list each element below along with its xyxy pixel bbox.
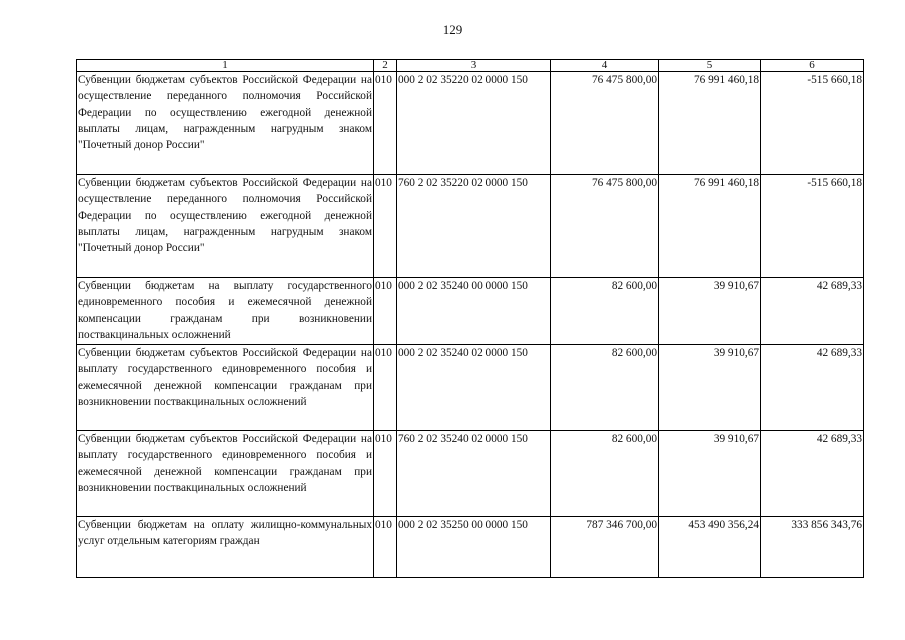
- table-row: [77, 517, 864, 578]
- table-row: [77, 278, 864, 345]
- line-code-cell: 010: [374, 72, 397, 175]
- executed-amount-cell: 39 910,67: [659, 278, 761, 345]
- budget-classification-code-cell: 000 2 02 35220 02 0000 150: [397, 72, 551, 175]
- approved-amount-cell: 787 346 700,00: [551, 517, 659, 578]
- indicator-name-cell: Субвенции бюджетам субъектов Российской Федерации на осуществление переданного полномочия Российской Федерации по осуществлению ежегодной денежной выплаты лицам, награжденным нагрудным знаком "Почетный донор России": [77, 72, 374, 175]
- indicator-name-cell: Субвенции бюджетам субъектов Российской Федерации на осуществление переданного полномочия Российской Федерации по осуществлению ежегодной денежной выплаты лицам, награжденным нагрудным знаком "Почетный донор России": [77, 175, 374, 278]
- executed-amount-cell: 453 490 356,24: [659, 517, 761, 578]
- approved-amount-cell: 82 600,00: [551, 278, 659, 345]
- budget-classification-code-cell: 000 2 02 35240 00 0000 150: [397, 278, 551, 345]
- executed-amount-cell: 76 991 460,18: [659, 72, 761, 175]
- column-header-2: 2: [374, 60, 397, 72]
- indicator-name-cell: Субвенции бюджетам на выплату государственного единовременного пособия и ежемесячной денежной компенсации гражданам при возникновении поствакцинальных осложнений: [77, 278, 374, 345]
- line-code-cell: 010: [374, 431, 397, 517]
- executed-amount-cell: 76 991 460,18: [659, 175, 761, 278]
- indicator-name-cell: Субвенции бюджетам субъектов Российской Федерации на выплату государственного единовременного пособия и ежемесячной денежной компенсации гражданам при возникновении поствакцинальных осложнений: [77, 431, 374, 517]
- line-code-cell: 010: [374, 278, 397, 345]
- budget-classification-code-cell: 760 2 02 35220 02 0000 150: [397, 175, 551, 278]
- approved-amount-cell: 82 600,00: [551, 431, 659, 517]
- unexecuted-amount-cell: -515 660,18: [761, 72, 864, 175]
- executed-amount-cell: 39 910,67: [659, 431, 761, 517]
- column-header-1: 1: [77, 60, 374, 72]
- unexecuted-amount-cell: 42 689,33: [761, 431, 864, 517]
- budget-classification-code-cell: 000 2 02 35240 02 0000 150: [397, 345, 551, 431]
- unexecuted-amount-cell: 333 856 343,76: [761, 517, 864, 578]
- budget-classification-code-cell: 000 2 02 35250 00 0000 150: [397, 517, 551, 578]
- line-code-cell: 010: [374, 517, 397, 578]
- unexecuted-amount-cell: -515 660,18: [761, 175, 864, 278]
- column-header-6: 6: [761, 60, 864, 72]
- indicator-name-cell: Субвенции бюджетам субъектов Российской Федерации на выплату государственного единовременного пособия и ежемесячной денежной компенсации гражданам при возникновении поствакцинальных осложнений: [77, 345, 374, 431]
- unexecuted-amount-cell: 42 689,33: [761, 278, 864, 345]
- column-header-4: 4: [551, 60, 659, 72]
- line-code-cell: 010: [374, 345, 397, 431]
- approved-amount-cell: 82 600,00: [551, 345, 659, 431]
- line-code-cell: 010: [374, 175, 397, 278]
- table-row: [77, 431, 864, 517]
- table-row: [77, 345, 864, 431]
- budget-execution-table: [76, 59, 864, 578]
- approved-amount-cell: 76 475 800,00: [551, 72, 659, 175]
- unexecuted-amount-cell: 42 689,33: [761, 345, 864, 431]
- budget-classification-code-cell: 760 2 02 35240 02 0000 150: [397, 431, 551, 517]
- column-header-5: 5: [659, 60, 761, 72]
- page-number: 129: [442, 22, 463, 37]
- executed-amount-cell: 39 910,67: [659, 345, 761, 431]
- column-header-3: 3: [397, 60, 551, 72]
- approved-amount-cell: 76 475 800,00: [551, 175, 659, 278]
- table-row: [77, 175, 864, 278]
- indicator-name-cell: Субвенции бюджетам на оплату жилищно-коммунальных услуг отдельным категориям граждан: [77, 517, 374, 578]
- table-row: [77, 72, 864, 175]
- column-number-row: [77, 60, 864, 72]
